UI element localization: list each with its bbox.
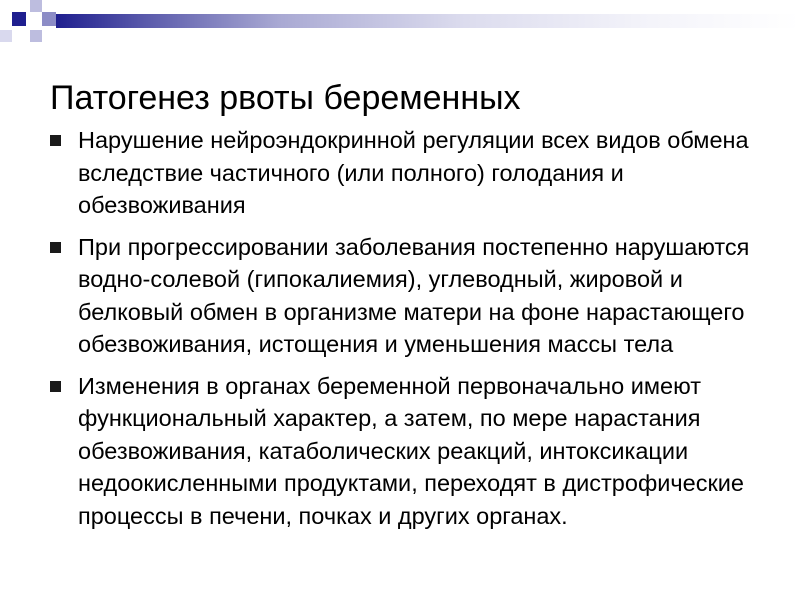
bullet-text: Изменения в органах беременной первоначально имеют функциональный характер, а затем, по мере нарастания обезвоживания, катаболических реакций, интоксикации недоокисленными продуктами, переходят в дистрофические процессы в печени, почках и других органах. bbox=[78, 372, 744, 529]
bullet-text: При прогрессировании заболевания постепенно нарушаются водно-солевой (гипокалиемия), углеводный, жировой и белковый обмен в организме матери на фоне нарастающего обезвоживания, истощения и уменьшения массы тела bbox=[78, 233, 750, 357]
decorative-square bbox=[42, 12, 56, 26]
bullet-item bbox=[48, 370, 754, 533]
bullet-item bbox=[48, 231, 754, 361]
bullet-text: Нарушение нейроэндокринной регуляции всех видов обмена вследствие частичного (или полного) голодания и обезвоживания bbox=[78, 127, 749, 218]
decorative-square bbox=[12, 12, 26, 26]
bullet-item bbox=[48, 124, 754, 222]
slide-title: Патогенез рвоты беременных bbox=[50, 79, 521, 117]
decorative-square bbox=[30, 0, 42, 12]
header-gradient-band bbox=[56, 14, 800, 28]
square-bullet-icon bbox=[50, 381, 61, 392]
decorative-square bbox=[30, 30, 42, 42]
square-bullet-icon bbox=[50, 242, 61, 253]
decorative-square bbox=[0, 30, 12, 42]
square-bullet-icon bbox=[50, 135, 61, 146]
bullet-list bbox=[48, 124, 754, 541]
